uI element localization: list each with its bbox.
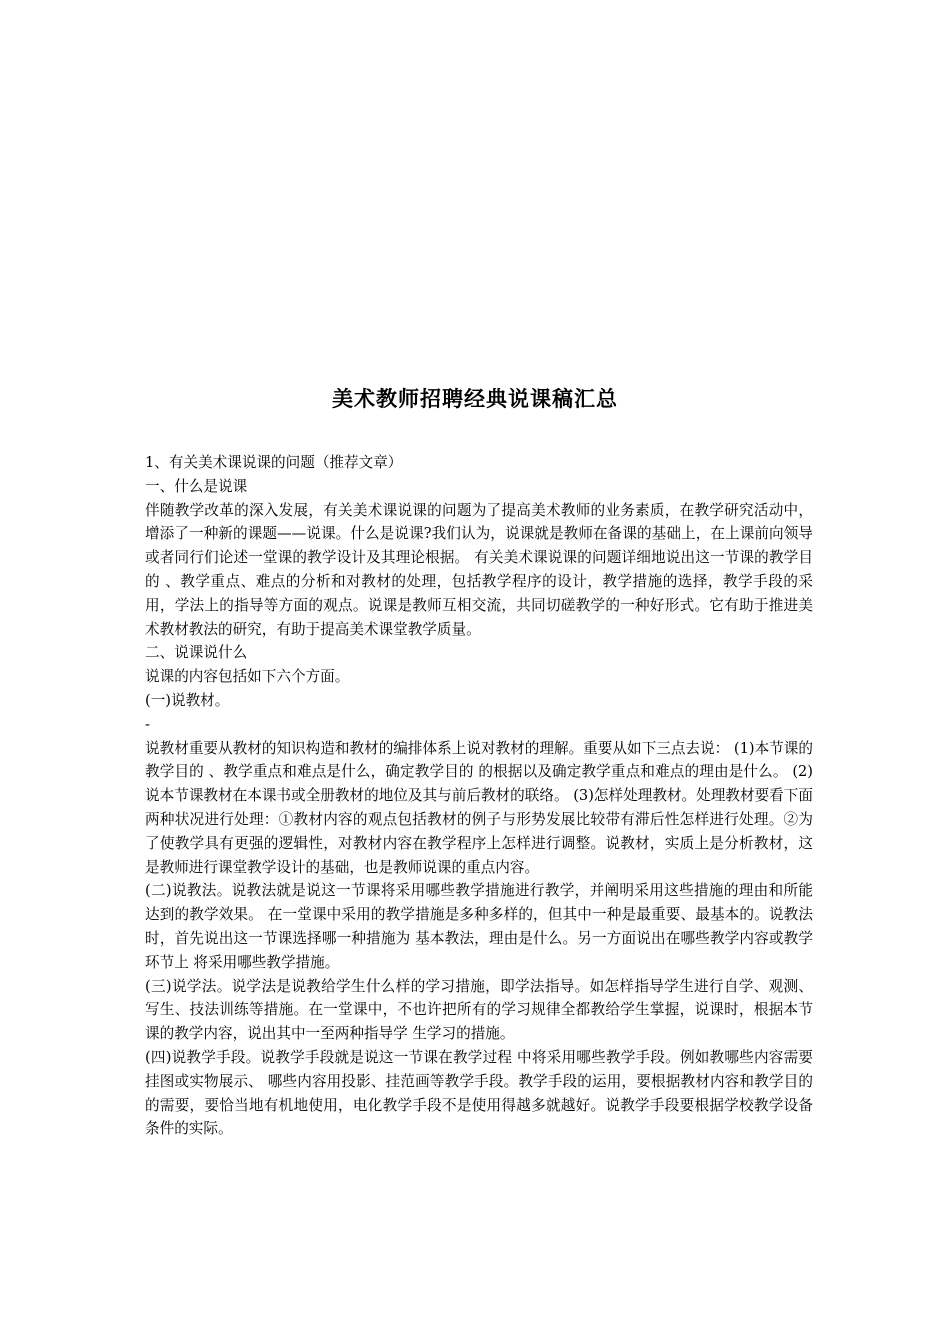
subheading-what-is-lecture: 一、什么是说课 — [145, 477, 248, 495]
section-heading-1: 1、有关美术课说课的问题（推荐文章） — [145, 454, 403, 471]
document-title: 美术教师招聘经典说课稿汇总 — [332, 386, 618, 411]
paragraph-intro: 伴随教学改革的深入发展，有关美术课说课的问题为了提高美术教师的业务素质，在教学研究活动中，增添了一种新的课题——说课。什么是说课?我们认为，说课就是教师在备课的基础上，在上课前向领导或者同行们论述一堂课的教学设计及其理论根据。 有关美术课说课的问题详细地说出这一节课的教学目的 、教学重点、难点的分析和对教材的处理，包括教学程序的设计，教学措施的选择，教学手段的采用，学法上的指导等方面的观点。说课是教师互相交流，共同切磋教学的一种好形式。它有助于推进美术教材教法的研究，有助于提高美术课堂教学质量。 — [145, 501, 813, 638]
paragraph-learning-method: (三)说学法。说学法是说教给学生什么样的学习措施，即学法指导。如怎样指导学生进行自学、观测、写生、技法训练等措施。在一堂课中，不也许把所有的学习规律全都教给学生掌握，说课时，根据本节课的教学内容，说出其中一至两种指导学 生学习的措施。 — [145, 977, 813, 1043]
paragraph-six-aspects: 说课的内容包括如下六个方面。 — [145, 668, 350, 686]
paragraph-teaching-means: (四)说教学手段。说教学手段就是说这一节课在教学过程 中将采用哪些教学手段。例如教哪些内容需要挂图或实物展示、 哪些内容用投影、挂范画等教学手段。教学手段的运用，要根据教材内容和教学目的 的需要，要恰当地有机地使用，电化教学手段不是使用得越多就越好。说教学手段要根据学校教学设备条件的实际。 — [145, 1048, 813, 1138]
paragraph-teaching-method: (二)说教法。说教法就是说这一节课将采用哪些教学措施进行教学，并阐明采用这些措施的理由和所能达到的教学效果。 在一堂课中采用的教学措施是多种多样的，但其中一种是最重要、最基本的。说教法时，首先说出这一节课选择哪一种措施为 基本教法，理由是什么。另一方面说出在哪些教学内容或教学环节上 将采用哪些教学措施。 — [145, 882, 813, 971]
document-body — [145, 451, 813, 1141]
subheading-what-to-say: 二、说课说什么 — [145, 644, 248, 662]
paragraph-textbook: 说教材重要从教材的知识构造和教材的编排体系上说对教材的理解。重要从如下三点去说： (1)本节课的教学目的 、教学重点和难点是什么，确定教学目的 的根据以及确定教学重点和难点的理由是什么。 (2)说本节课教材在本课书或全册教材的地位及其与前后教材的联络。 (3)怎样处理教材。处理教材要看下面两种状况进行处理：①教材内容的观点包括教材的例子与形势发展比较带有滞后性怎样进行处理。②为了使教学具有更强的逻辑性，对教材内容在教学程序上怎样进行调整。说教材，实质上是分析教材，这是教师进行课堂教学设计的基础，也是教师说课的重点内容。 — [145, 739, 813, 876]
item-heading-textbook: (一)说教材。 — [145, 691, 230, 709]
dash-separator: - — [145, 715, 150, 733]
